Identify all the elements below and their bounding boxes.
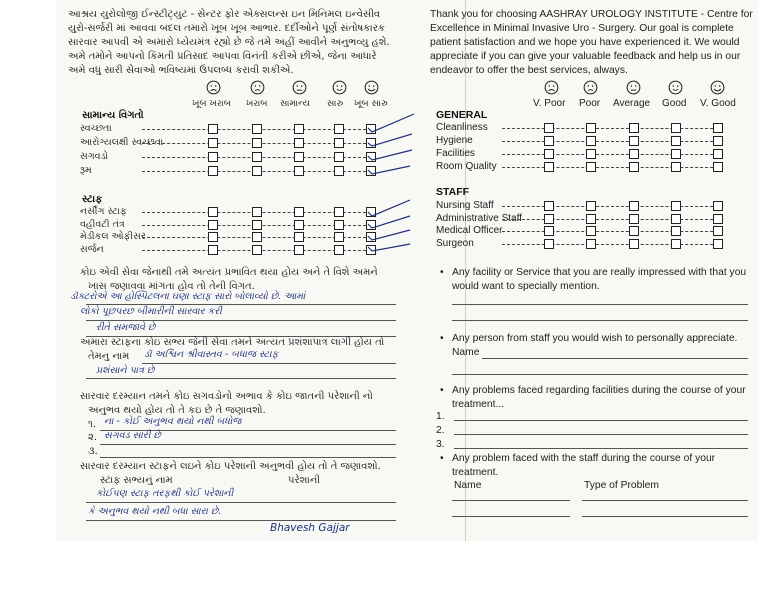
- list-number: ૩.: [88, 446, 98, 457]
- rating-checkbox[interactable]: [294, 245, 304, 255]
- rating-checkbox[interactable]: [544, 239, 554, 249]
- rating-row-label: Facilities: [436, 148, 475, 159]
- rating-checkbox[interactable]: [208, 166, 218, 176]
- rating-checkbox[interactable]: [208, 232, 218, 242]
- rating-checkbox[interactable]: [586, 226, 596, 236]
- handwritten-answer-q4: કોઈપણ સ્ટાફ તરફથી કોઈ પરેશાની: [96, 488, 234, 499]
- big-smile-face-icon: [710, 80, 725, 95]
- answer-line: [582, 516, 748, 517]
- rating-checkbox[interactable]: [252, 124, 262, 134]
- rating-row-label: સર્જન: [80, 243, 104, 255]
- answer-line: [452, 500, 570, 501]
- rating-checkbox[interactable]: [586, 149, 596, 159]
- english-general-heading: GENERAL: [436, 109, 488, 121]
- rating-checkbox[interactable]: [208, 220, 218, 230]
- dotted-leader: [502, 244, 713, 245]
- handwritten-answer-q1: રીતે સમજાવે છે: [96, 322, 156, 333]
- english-q4-col-problem: Type of Problem: [584, 480, 659, 491]
- rating-label-average: Average: [613, 98, 651, 109]
- dotted-leader: [502, 141, 713, 142]
- rating-checkbox[interactable]: [334, 166, 344, 176]
- english-q4-line: Any problem faced with the staff during the course of your: [452, 453, 716, 464]
- rating-checkbox[interactable]: [252, 245, 262, 255]
- rating-checkbox[interactable]: [252, 152, 262, 162]
- rating-checkbox[interactable]: [544, 226, 554, 236]
- gujarati-q1-line: ખાસ જણાવવા માંગતા હોવ તો તેની વિગત.: [88, 281, 255, 292]
- rating-checkbox[interactable]: [294, 232, 304, 242]
- gujarati-q4-col-problem: પરેશાની: [288, 475, 321, 486]
- answer-line: [86, 320, 396, 321]
- sad-face-icon: [250, 80, 265, 95]
- english-q3-line: treatment...: [452, 399, 505, 410]
- rating-checkbox[interactable]: [671, 214, 681, 224]
- rating-checkbox[interactable]: [208, 245, 218, 255]
- smile-face-icon: [668, 80, 683, 95]
- rating-checkbox[interactable]: [671, 123, 681, 133]
- rating-checkbox[interactable]: [294, 124, 304, 134]
- rating-label-good: Good: [662, 98, 687, 109]
- bullet: •: [440, 267, 444, 278]
- answer-line: [454, 434, 748, 435]
- rating-row-label: Administrative Staff: [436, 212, 522, 224]
- feedback-form-sheet: [56, 0, 758, 541]
- rating-checkbox[interactable]: [713, 136, 723, 146]
- rating-checkbox[interactable]: [252, 232, 262, 242]
- rating-row-label: વહીવટી તંત્ર: [80, 218, 125, 230]
- rating-checkbox[interactable]: [713, 239, 723, 249]
- rating-checkbox[interactable]: [671, 162, 681, 172]
- rating-checkbox[interactable]: [544, 162, 554, 172]
- rating-checkbox[interactable]: [629, 226, 639, 236]
- handwritten-answer-q2: ડૉ અશ્વિન શ્રીવાસ્તવ - બધાજ સ્ટાફ: [144, 349, 279, 360]
- rating-checkbox[interactable]: [713, 123, 723, 133]
- rating-checkbox[interactable]: [334, 232, 344, 242]
- signature: Bhavesh Gajjar: [270, 522, 350, 534]
- list-number: 1.: [436, 411, 445, 422]
- rating-checkbox[interactable]: [334, 138, 344, 148]
- rating-checkbox[interactable]: [586, 136, 596, 146]
- rating-row-label: Room Quality: [436, 161, 497, 172]
- rating-label-very-poor: V. Poor: [533, 98, 566, 109]
- gujarati-intro-line: અમે વધુ સારી સેવાઓ ભવિષ્યમાં ઉપલબ્ધ કરાવી શકીએ.: [68, 65, 294, 76]
- answer-line: [482, 358, 748, 359]
- rating-checkbox[interactable]: [586, 162, 596, 172]
- gujarati-q3-line: સારવાર દરમ્યાન તમને કોઇ સગવડોનો અભાવ કે કોઇ જાતની પરેશાની નો: [80, 391, 373, 402]
- answer-line: [100, 444, 396, 445]
- neutral-face-icon: [626, 80, 641, 95]
- gujarati-q1-line: કોઇ એવી સેવા જેનાથી તમે અત્યંત પ્રભાવિત થયા હોય અને તે વિશે અમને: [80, 267, 378, 278]
- rating-row-label: નર્સીંગ સ્ટાફ: [80, 206, 127, 217]
- list-number: 3.: [436, 439, 445, 450]
- answer-line: [582, 500, 748, 501]
- rating-row-label: રૂમ: [80, 165, 92, 176]
- english-q1-line: would want to specially mention.: [452, 281, 600, 292]
- rating-checkbox[interactable]: [544, 136, 554, 146]
- english-intro-line: Excellence in Minimal Invasive Uro - Surgery. Our goal is complete: [430, 23, 734, 34]
- rating-checkbox[interactable]: [629, 162, 639, 172]
- answer-line: [142, 363, 396, 364]
- answer-line: [452, 320, 748, 321]
- english-q2-name-label: Name: [452, 347, 480, 358]
- gujarati-q4-col-name: સ્ટાફ સભ્યનું નામ: [100, 475, 173, 486]
- rating-checkbox[interactable]: [252, 166, 262, 176]
- rating-checkbox[interactable]: [671, 201, 681, 211]
- rating-checkbox[interactable]: [294, 138, 304, 148]
- rating-checkbox[interactable]: [629, 149, 639, 159]
- rating-checkbox[interactable]: [713, 149, 723, 159]
- rating-checkbox[interactable]: [586, 239, 596, 249]
- dotted-leader: [502, 231, 713, 232]
- answer-line: [452, 374, 748, 375]
- rating-label-very-good: V. Good: [700, 98, 736, 109]
- answer-line: [86, 502, 396, 503]
- rating-checkbox[interactable]: [713, 226, 723, 236]
- rating-label-average: સામાન્ય: [280, 99, 310, 109]
- rating-checkbox[interactable]: [629, 201, 639, 211]
- rating-row-label: સગવડો: [80, 151, 109, 162]
- english-q4-line: treatment.: [452, 467, 499, 478]
- rating-row-label: મેડીકલ ઓફીસર: [80, 231, 146, 242]
- answer-line: [86, 304, 396, 305]
- rating-checkbox[interactable]: [544, 214, 554, 224]
- dotted-leader: [502, 154, 713, 155]
- big-smile-face-icon: [364, 80, 379, 95]
- rating-checkbox[interactable]: [671, 136, 681, 146]
- rating-checkbox[interactable]: [334, 207, 344, 217]
- gujarati-q2-line: અમારા સ્ટાફના કોઇ સભ્ય જેની સેવા તમને અત્યંત પ્રશંશાપાત્ર લાગી હોય તો: [80, 337, 385, 348]
- dotted-leader: [502, 206, 713, 207]
- rating-checkbox[interactable]: [586, 214, 596, 224]
- gujarati-staff-heading: સ્ટાફ: [82, 194, 103, 205]
- list-number: 2.: [436, 425, 445, 436]
- rating-label-very-good: ખૂબ સારુ: [354, 99, 388, 109]
- bullet: •: [440, 333, 444, 344]
- smile-face-icon: [332, 80, 347, 95]
- bullet: •: [440, 453, 444, 464]
- rating-row-label: Nursing Staff: [436, 200, 494, 211]
- rating-checkbox[interactable]: [713, 214, 723, 224]
- rating-row-label: Hygiene: [436, 135, 473, 146]
- answer-line: [452, 304, 748, 305]
- rating-checkbox[interactable]: [334, 124, 344, 134]
- rating-checkbox[interactable]: [671, 226, 681, 236]
- bullet: •: [440, 385, 444, 396]
- rating-checkbox[interactable]: [252, 138, 262, 148]
- rating-checkbox[interactable]: [294, 166, 304, 176]
- gujarati-q2-line: તેમનુ નામ: [88, 351, 130, 362]
- answer-line: [454, 420, 748, 421]
- rating-checkbox[interactable]: [713, 162, 723, 172]
- gujarati-intro-line: અમે તમોને આપનો કિંમતી પ્રતિસાદ આપવા વિનંતી કરીએ છીએ, જેના આધારે: [68, 51, 377, 62]
- rating-label-poor: ખરાબ: [246, 99, 268, 109]
- rating-checkbox[interactable]: [208, 138, 218, 148]
- english-intro-line: appreciate if you can give your valuable feedback and help us in our: [430, 51, 741, 62]
- gujarati-intro-line: સારવાર આપવી એ અમારો ધ્યેયમંત્ર રહ્યો છે જે તમે અહીં આવીને અનુભવ્યુ હશે.: [68, 37, 390, 48]
- rating-checkbox[interactable]: [208, 207, 218, 217]
- answer-line: [86, 520, 396, 521]
- english-intro-line: patient satisfaction and we hope you have experienced it. We would: [430, 37, 740, 48]
- handwritten-answer-q1: ડૉક્ટરોએ આ હોસ્પિટલના ઘણા સ્ટાફ સારો બોલાવ્યો છે. આમાં: [70, 291, 306, 302]
- rating-row-label: સ્વચ્છતા: [80, 123, 112, 134]
- sad-face-icon: [544, 80, 559, 95]
- rating-checkbox[interactable]: [294, 207, 304, 217]
- dotted-leader: [502, 219, 713, 220]
- gujarati-general-heading: સામાન્ય વિગતો: [82, 110, 144, 121]
- dotted-leader: [502, 128, 713, 129]
- rating-label-good: સારુ: [327, 99, 344, 109]
- rating-checkbox[interactable]: [629, 136, 639, 146]
- handwritten-answer-q4: કે અનુભવ થયો નથી બધા સારા છે.: [88, 506, 222, 517]
- answer-line: [452, 516, 570, 517]
- rating-row-label: Surgeon: [436, 238, 474, 250]
- rating-row-label: આરોગ્યલક્ષી સ્વચ્છતા: [80, 137, 164, 148]
- answer-line: [86, 378, 396, 379]
- rating-checkbox[interactable]: [629, 123, 639, 133]
- rating-checkbox[interactable]: [586, 123, 596, 133]
- dotted-leader: [502, 167, 713, 168]
- rating-checkbox[interactable]: [294, 220, 304, 230]
- gujarati-q4-line: સારવાર દરમ્યાન સ્ટાફને લઇને કોઇ પરેશાની અનુભવી હોય તો તે જણાવશો.: [80, 461, 381, 472]
- sad-face-icon: [206, 80, 221, 95]
- rating-checkbox[interactable]: [208, 124, 218, 134]
- english-intro-line: Thank you for choosing AASHRAY UROLOGY INSTITUTE - Centre for: [430, 9, 753, 20]
- gujarati-q3-line: અનુભવ થયો હોય તો તે કઇ છે તે જણાવશો.: [88, 405, 266, 416]
- handwritten-answer-q3: ના - કોઈ અનુભવ થયો નથી બધોજ: [104, 416, 242, 427]
- english-q1-line: Any facility or Service that you are really impressed with that you: [452, 267, 747, 278]
- list-number: ૨.: [88, 432, 98, 443]
- rating-label-very-poor: ખૂબ ખરાબ: [192, 99, 231, 109]
- english-q3-line: Any problems faced regarding facilities during the course of your: [452, 385, 746, 396]
- rating-checkbox[interactable]: [334, 245, 344, 255]
- handwritten-ticks: [356, 112, 416, 252]
- english-q4-col-name: Name: [454, 480, 482, 491]
- rating-checkbox[interactable]: [671, 149, 681, 159]
- rating-checkbox[interactable]: [334, 152, 344, 162]
- gujarati-intro-line: યુરો-સર્જરી માં આવવા બદલ તમારો ખૂબ ખૂબ આભાર. દર્દીઓને પૂર્ણ સંતોષકારક: [68, 23, 385, 34]
- sad-face-icon: [583, 80, 598, 95]
- rating-checkbox[interactable]: [544, 201, 554, 211]
- list-number: ૧.: [88, 419, 97, 430]
- rating-row-label: Medical Officer: [436, 225, 503, 237]
- rating-checkbox[interactable]: [671, 239, 681, 249]
- gujarati-intro-line: આશ્રય યુરોલોજી ઈન્સ્ટીટ્યુટ - સેન્ટર ફોર એક્સલન્સ ઇન મિનિમલ ઇન્વેસીવ: [68, 9, 381, 20]
- neutral-face-icon: [292, 80, 307, 95]
- answer-line: [454, 448, 748, 449]
- rating-checkbox[interactable]: [629, 239, 639, 249]
- rating-row-label: Cleanliness: [436, 122, 488, 133]
- rating-checkbox[interactable]: [713, 201, 723, 211]
- rating-checkbox[interactable]: [586, 201, 596, 211]
- rating-checkbox[interactable]: [629, 214, 639, 224]
- handwritten-answer-q3: સગવડ સારી છે: [104, 430, 161, 441]
- handwritten-answer-q2: પ્રશંસાને પાત્ર છે: [96, 365, 155, 376]
- rating-checkbox[interactable]: [208, 152, 218, 162]
- rating-checkbox[interactable]: [252, 207, 262, 217]
- rating-label-poor: Poor: [579, 98, 601, 109]
- rating-checkbox[interactable]: [252, 220, 262, 230]
- handwritten-answer-q1: લોકો પૂછપરછ બીમારીની સારવાર કરી: [80, 306, 222, 317]
- english-q2-line: Any person from staff you would wish to personally appreciate.: [452, 333, 738, 344]
- english-intro-line: endeavor to offer the best services, always.: [430, 65, 628, 76]
- rating-checkbox[interactable]: [544, 123, 554, 133]
- rating-checkbox[interactable]: [544, 149, 554, 159]
- english-staff-heading: STAFF: [436, 186, 470, 198]
- rating-checkbox[interactable]: [334, 220, 344, 230]
- answer-line: [100, 457, 396, 458]
- rating-checkbox[interactable]: [294, 152, 304, 162]
